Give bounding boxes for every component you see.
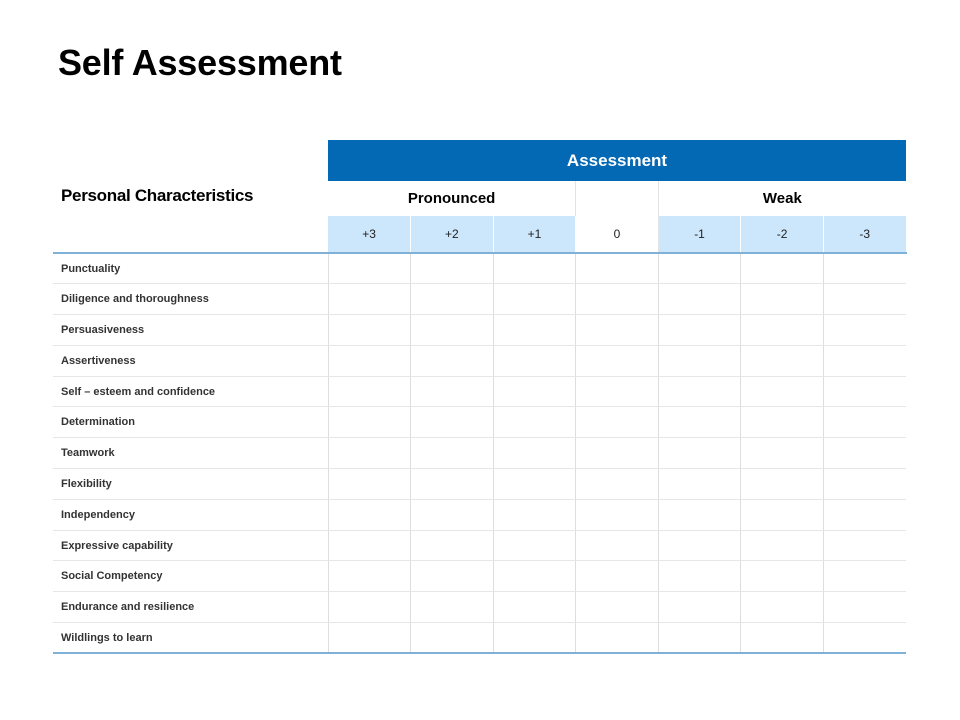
personal-characteristics-header: Personal Characteristics <box>53 140 328 253</box>
rating-cell[interactable] <box>576 499 659 530</box>
rating-cell[interactable] <box>493 592 576 623</box>
rating-cell[interactable] <box>328 438 411 469</box>
rating-cell[interactable] <box>328 253 411 284</box>
assessment-header: Assessment <box>328 140 906 181</box>
rating-cell[interactable] <box>493 499 576 530</box>
row-label: Social Competency <box>53 561 328 592</box>
row-label: Flexibility <box>53 469 328 500</box>
score-header-minus3: -3 <box>823 216 906 253</box>
rating-cell[interactable] <box>741 407 824 438</box>
rating-cell[interactable] <box>493 530 576 561</box>
score-header-plus1: +1 <box>493 216 576 253</box>
table-row <box>53 253 906 284</box>
rating-cell[interactable] <box>411 345 494 376</box>
rating-cell[interactable] <box>411 469 494 500</box>
row-label: Assertiveness <box>53 345 328 376</box>
rating-cell[interactable] <box>823 407 906 438</box>
row-label: Endurance and resilience <box>53 592 328 623</box>
rating-cell[interactable] <box>823 592 906 623</box>
rating-cell[interactable] <box>741 469 824 500</box>
score-header-minus1: -1 <box>658 216 741 253</box>
rating-cell[interactable] <box>328 407 411 438</box>
rating-cell[interactable] <box>576 407 659 438</box>
rating-cell[interactable] <box>576 376 659 407</box>
rating-cell[interactable] <box>328 499 411 530</box>
assessment-table <box>53 140 907 654</box>
rating-cell[interactable] <box>823 561 906 592</box>
rating-cell[interactable] <box>658 623 741 654</box>
rating-cell[interactable] <box>576 592 659 623</box>
rating-cell[interactable] <box>493 469 576 500</box>
rating-cell[interactable] <box>658 469 741 500</box>
table-row <box>53 530 906 561</box>
page-title: Self Assessment <box>58 42 342 83</box>
rating-cell[interactable] <box>493 623 576 654</box>
table-row <box>53 469 906 500</box>
row-label: Self – esteem and confidence <box>53 376 328 407</box>
table-row <box>53 561 906 592</box>
score-header-plus3: +3 <box>328 216 411 253</box>
rating-cell[interactable] <box>576 623 659 654</box>
rating-cell[interactable] <box>823 623 906 654</box>
table-row <box>53 315 906 346</box>
rating-cell[interactable] <box>658 407 741 438</box>
rating-cell[interactable] <box>741 499 824 530</box>
table-row <box>53 345 906 376</box>
rating-cell[interactable] <box>823 284 906 315</box>
neutral-header <box>576 181 659 216</box>
rating-cell[interactable] <box>741 376 824 407</box>
rating-cell[interactable] <box>658 284 741 315</box>
rating-cell[interactable] <box>493 315 576 346</box>
rating-cell[interactable] <box>658 345 741 376</box>
rating-cell[interactable] <box>823 530 906 561</box>
rating-cell[interactable] <box>328 315 411 346</box>
rating-cell[interactable] <box>741 253 824 284</box>
rating-cell[interactable] <box>328 561 411 592</box>
weak-header: Weak <box>762 190 802 207</box>
row-label: Punctuality <box>53 253 328 284</box>
rating-cell[interactable] <box>493 407 576 438</box>
rating-cell[interactable] <box>741 315 824 346</box>
rating-cell[interactable] <box>328 623 411 654</box>
score-header-minus2: -2 <box>741 216 824 253</box>
rating-cell[interactable] <box>411 315 494 346</box>
rating-cell[interactable] <box>411 592 494 623</box>
score-header-zero: 0 <box>576 216 659 253</box>
rating-cell[interactable] <box>411 530 494 561</box>
rating-cell[interactable] <box>823 345 906 376</box>
table-row <box>53 592 906 623</box>
rating-cell[interactable] <box>741 623 824 654</box>
rating-cell[interactable] <box>411 407 494 438</box>
rating-cell[interactable] <box>658 253 741 284</box>
rating-cell[interactable] <box>493 376 576 407</box>
rating-cell[interactable] <box>823 438 906 469</box>
rating-cell[interactable] <box>576 438 659 469</box>
characteristics-rows <box>53 253 906 653</box>
rating-cell[interactable] <box>576 315 659 346</box>
rating-cell[interactable] <box>576 345 659 376</box>
rating-cell[interactable] <box>658 530 741 561</box>
rating-cell[interactable] <box>328 284 411 315</box>
rating-cell[interactable] <box>823 499 906 530</box>
pronounced-header: Pronounced <box>407 190 496 207</box>
rating-cell[interactable] <box>411 623 494 654</box>
score-header-plus2: +2 <box>411 216 494 253</box>
table-row <box>53 407 906 438</box>
rating-cell[interactable] <box>493 253 576 284</box>
rating-cell[interactable] <box>658 438 741 469</box>
rating-cell[interactable] <box>328 345 411 376</box>
rating-cell[interactable] <box>658 376 741 407</box>
rating-cell[interactable] <box>411 253 494 284</box>
rating-cell[interactable] <box>576 530 659 561</box>
rating-cell[interactable] <box>328 592 411 623</box>
table-row <box>53 284 906 315</box>
rating-cell[interactable] <box>411 376 494 407</box>
rating-cell[interactable] <box>328 530 411 561</box>
row-label: Determination <box>53 407 328 438</box>
rating-cell[interactable] <box>328 469 411 500</box>
table-row <box>53 438 906 469</box>
table-row <box>53 623 906 654</box>
rating-cell[interactable] <box>741 284 824 315</box>
rating-cell[interactable] <box>493 284 576 315</box>
row-label: Diligence and thoroughness <box>53 284 328 315</box>
rating-cell[interactable] <box>658 561 741 592</box>
rating-cell[interactable] <box>493 438 576 469</box>
rating-cell[interactable] <box>658 499 741 530</box>
rating-cell[interactable] <box>411 438 494 469</box>
rating-cell[interactable] <box>576 561 659 592</box>
rating-cell[interactable] <box>823 376 906 407</box>
rating-cell[interactable] <box>823 315 906 346</box>
rating-cell[interactable] <box>741 530 824 561</box>
rating-cell[interactable] <box>493 561 576 592</box>
rating-cell[interactable] <box>411 284 494 315</box>
rating-cell[interactable] <box>823 469 906 500</box>
row-label: Persuasiveness <box>53 315 328 346</box>
row-label: Independency <box>53 499 328 530</box>
rating-cell[interactable] <box>576 469 659 500</box>
rating-cell[interactable] <box>576 253 659 284</box>
row-label: Expressive capability <box>53 530 328 561</box>
rating-cell[interactable] <box>576 284 659 315</box>
rating-cell[interactable] <box>411 561 494 592</box>
rating-cell[interactable] <box>658 592 741 623</box>
table-row <box>53 499 906 530</box>
rating-cell[interactable] <box>328 376 411 407</box>
table-row <box>53 376 906 407</box>
rating-cell[interactable] <box>658 315 741 346</box>
rating-cell[interactable] <box>741 345 824 376</box>
row-label: Wildlings to learn <box>53 623 328 654</box>
rating-cell[interactable] <box>411 499 494 530</box>
row-label: Teamwork <box>53 438 328 469</box>
rating-cell[interactable] <box>741 592 824 623</box>
rating-cell[interactable] <box>741 438 824 469</box>
rating-cell[interactable] <box>493 345 576 376</box>
rating-cell[interactable] <box>741 561 824 592</box>
rating-cell[interactable] <box>823 253 906 284</box>
